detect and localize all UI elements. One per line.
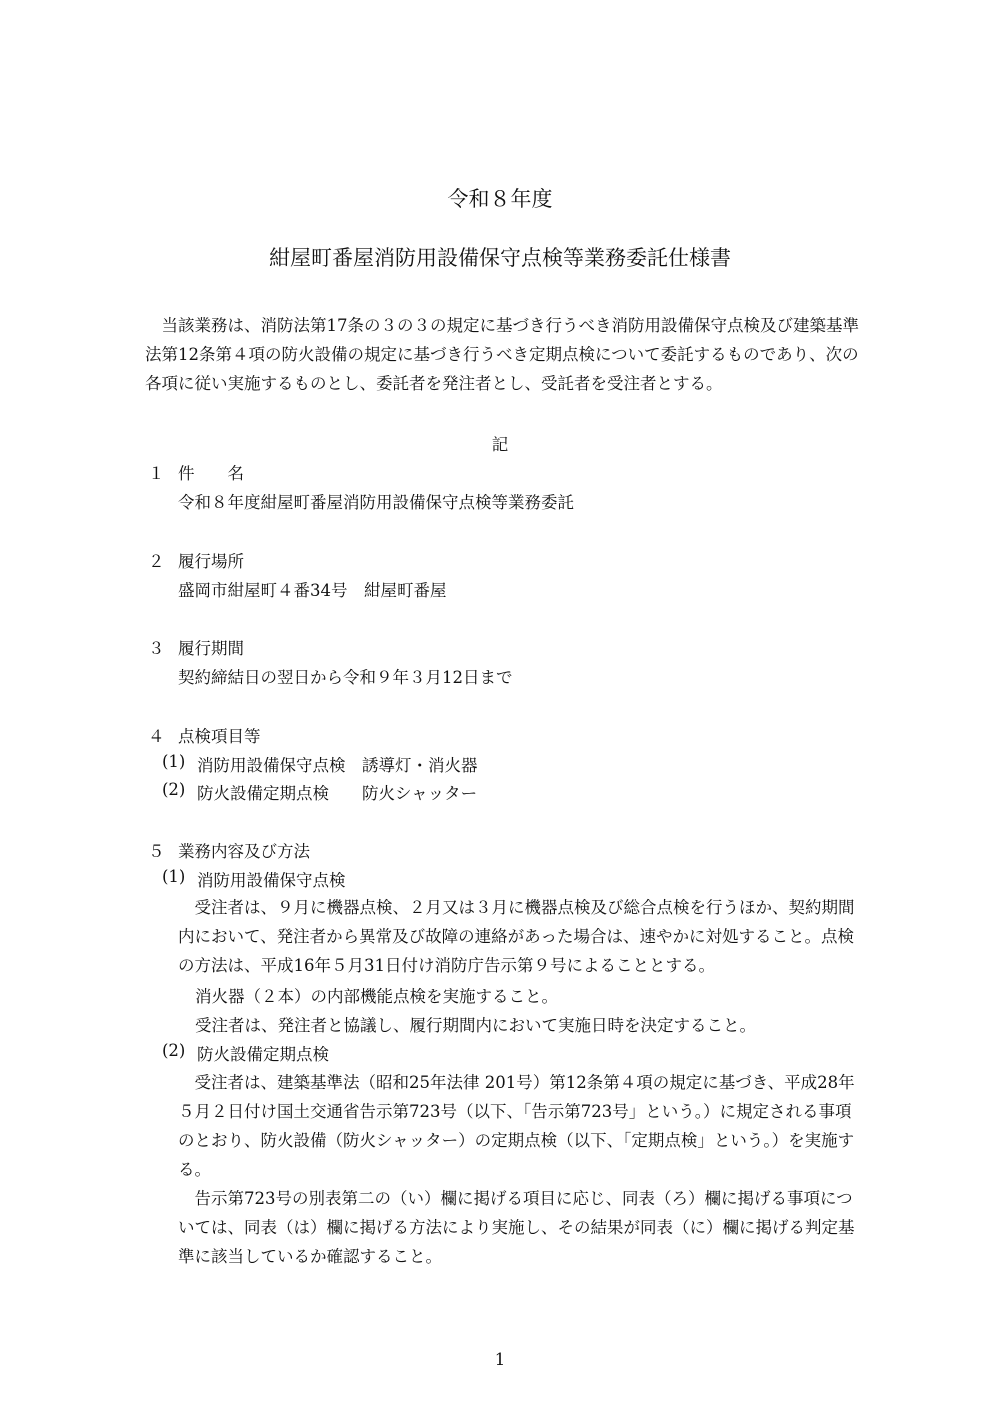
section-5-1-paragraph-1: 受注者は、９月に機器点検、２月又は３月に機器点検及び総合点検を行うほか、契約期間内において、発注者から異常及び故障の連絡があった場合は、速やかに対処すること。点検の方法は、平成16年５月31日付け消防庁告示第９号によることとする。 (178, 898, 855, 975)
section-4-number: ４ (148, 727, 165, 746)
section-2-heading: 履行場所 (178, 552, 244, 571)
section-4-item-1-text: 消防用設備保守点検 誘導灯・消火器 (197, 756, 478, 775)
section-5-1-paragraph-3: 受注者は、発注者と協議し、履行期間内において実施日時を決定すること。 (195, 1016, 756, 1035)
document-year: 令和８年度 (447, 187, 553, 211)
section-3-heading: 履行期間 (178, 639, 244, 658)
section-5-2-paragraph-1: 受注者は、建築基準法（昭和25年法律 201号）第12条第４項の規定に基づき、平成28年５月２日付け国土交通省告示第723号（以下、「告示第723号」という。）に規定される事項のとおり、防火設備（防火シャッター）の定期点検（以下、「定期点検」という。）を実施する。 (178, 1073, 855, 1179)
section-5-2-heading: 防火設備定期点検 (197, 1045, 329, 1064)
page-number: 1 (494, 1350, 506, 1369)
section-5-2-paragraph-2: 告示第723号の別表第二の（い）欄に掲げる項目に応じ、同表（ろ）欄に掲げる事項については、同表（は）欄に掲げる方法により実施し、その結果が同表（に）欄に掲げる判定基準に該当しているか確認すること。 (178, 1189, 855, 1266)
section-1-heading: 件 名 (178, 464, 244, 483)
section-4-item-2-text: 防火設備定期点検 防火シャッター (197, 784, 478, 803)
section-5-1-heading: 消防用設備保守点検 (197, 871, 346, 890)
document-title: 紺屋町番屋消防用設備保守点検等業務委託仕様書 (269, 246, 731, 270)
section-2-body: 盛岡市紺屋町４番34号 紺屋町番屋 (178, 581, 447, 600)
intro-paragraph: 当該業務は、消防法第17条の３の３の規定に基づき行うべき消防用設備保守点検及び建築基準法第12条第４項の防火設備の規定に基づき行うべき定期点検について委託するものであり、次の各項に従い実施するものとし、委託者を発注者とし、受託者を受注者とする。 (145, 316, 859, 393)
section-3-number: ３ (148, 639, 165, 658)
section-4-item-2-number: (2) (162, 780, 186, 799)
section-5-2-number: (2) (162, 1041, 186, 1060)
section-1-number: １ (148, 464, 165, 483)
section-5-heading: 業務内容及び方法 (178, 842, 310, 861)
section-1-body: 令和８年度紺屋町番屋消防用設備保守点検等業務委託 (178, 493, 574, 512)
section-5-1-paragraph-2: 消火器（２本）の内部機能点検を実施すること。 (195, 987, 558, 1006)
section-3-body: 契約締結日の翌日から令和９年３月12日まで (178, 668, 513, 687)
section-5-number: ５ (148, 842, 165, 861)
section-4-item-1-number: (1) (162, 752, 186, 771)
section-2-number: ２ (148, 552, 165, 571)
section-4-heading: 点検項目等 (178, 727, 261, 746)
ki-label: 記 (491, 435, 509, 454)
section-5-1-number: (1) (162, 867, 186, 886)
